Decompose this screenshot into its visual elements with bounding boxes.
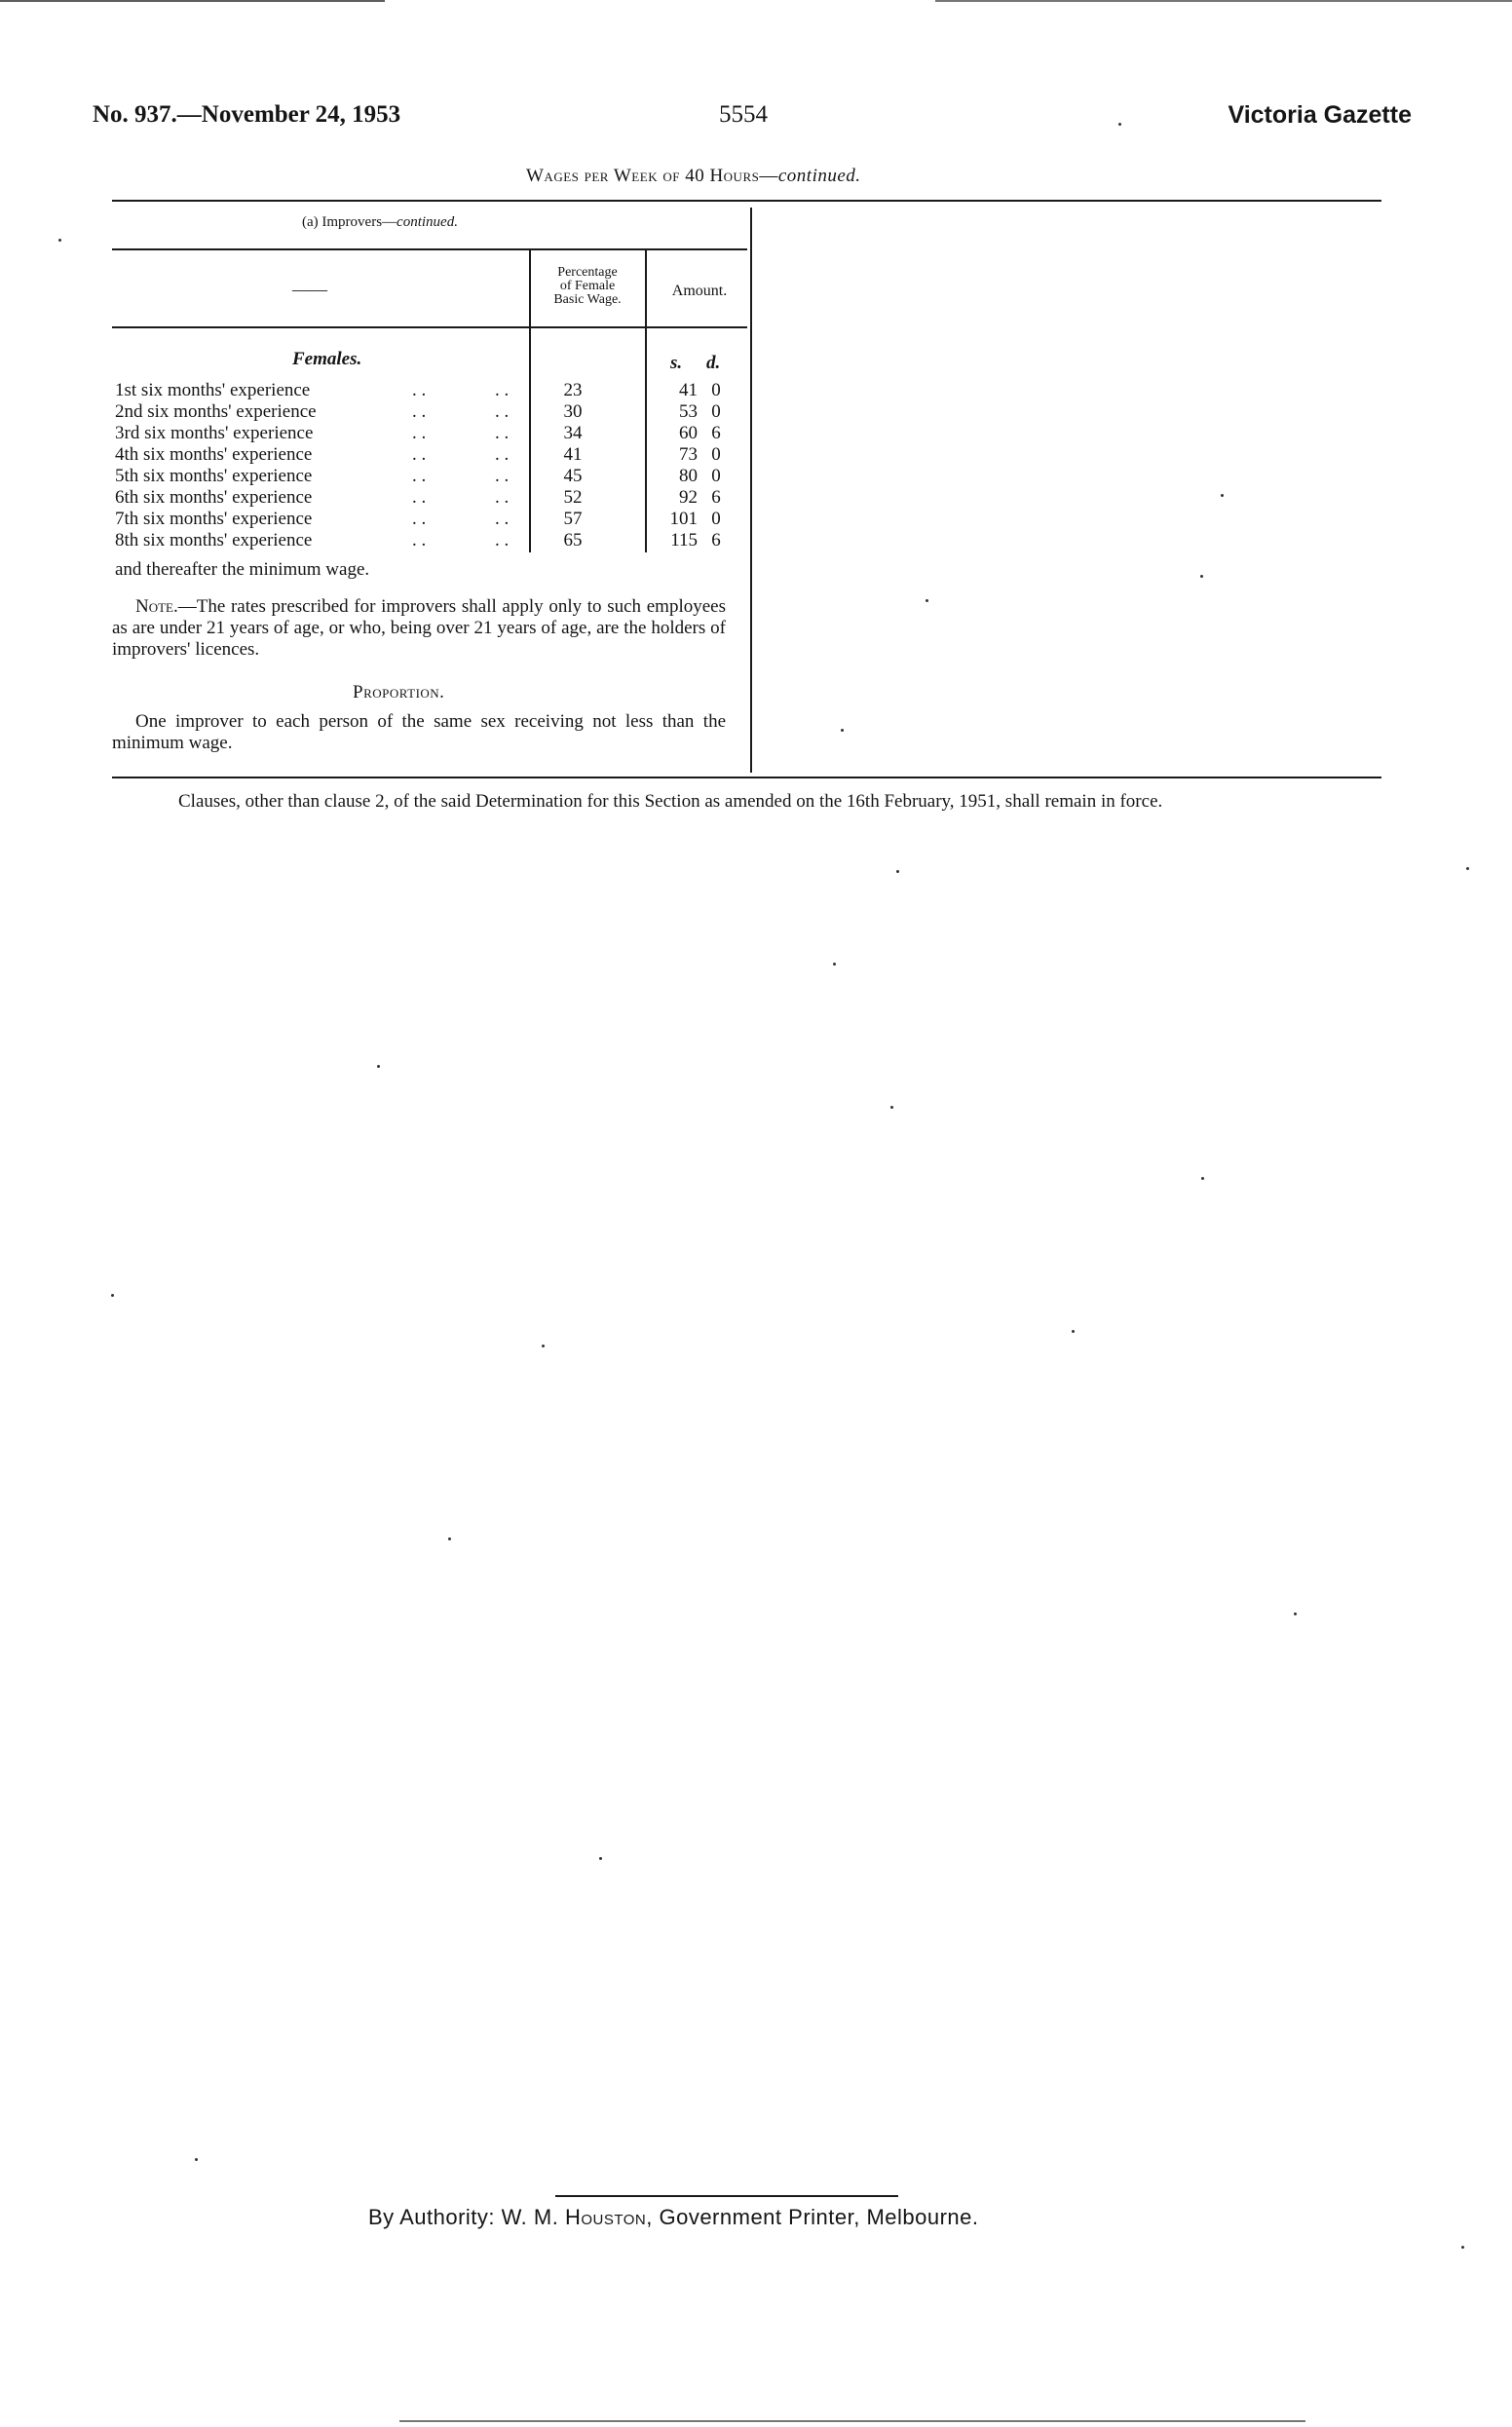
- speck: [896, 870, 899, 873]
- col-blank-header: ——: [292, 280, 327, 299]
- issue-date: No. 937.—November 24, 1953: [93, 101, 401, 128]
- table-row: 5th six months' experience . . . . 45 80 0: [115, 466, 721, 486]
- table-row: 1st six months' experience . . . . 23 41 0: [115, 380, 721, 400]
- speck: [890, 1106, 893, 1109]
- bottom-rule: [112, 777, 1381, 778]
- speck: [926, 599, 928, 602]
- speck: [1200, 575, 1203, 578]
- section-label-females: Females.: [292, 349, 362, 369]
- note-paragraph: [112, 596, 726, 661]
- speck: [58, 239, 61, 242]
- proportion-heading: Proportion.: [353, 682, 445, 702]
- table-caption: Wages per Week of 40 Hours—continued.: [526, 166, 861, 186]
- speck: [377, 1065, 380, 1068]
- table-row: 6th six months' experience . . . . 52 92 6: [115, 487, 721, 508]
- speck: [195, 2158, 198, 2161]
- bottom-edge-rule: [399, 2420, 1305, 2422]
- speck: [1461, 2246, 1464, 2249]
- speck: [833, 963, 836, 966]
- speck: [1118, 123, 1121, 126]
- table-row: 8th six months' experience . . . . 65 115 6: [115, 530, 721, 550]
- unit-shillings: s.: [670, 353, 683, 373]
- footer-rule: [555, 2195, 898, 2197]
- speck: [1072, 1330, 1075, 1333]
- note-text: —The rates prescribed for improvers shall apply only to such employees as are under 21 years of age, or who, being over 21 years of age, are the holders of improvers' licences.: [112, 596, 726, 660]
- thead-top-rule: [112, 248, 747, 250]
- table-body: [115, 380, 748, 555]
- clauses-paragraph: Clauses, other than clause 2, of the said Determination for this Section as amended on the 16th February, 1951, shall remain in force.: [178, 791, 1163, 812]
- speck: [448, 1537, 451, 1540]
- speck: [1221, 494, 1224, 497]
- top-edge-rule: [0, 0, 385, 2]
- speck: [111, 1294, 114, 1297]
- thereafter-line: and thereafter the minimum wage.: [115, 559, 370, 580]
- footer-authority: By Authority: W. M. Houston, Government Printer, Melbourne.: [368, 2205, 979, 2229]
- speck: [599, 1857, 602, 1860]
- unit-pence: d.: [706, 353, 721, 373]
- table-row: 3rd six months' experience . . . . 34 60 6: [115, 423, 721, 443]
- speck: [841, 729, 844, 732]
- table-row: 7th six months' experience . . . . 57 101 0: [115, 509, 721, 529]
- page-number: 5554: [719, 101, 768, 128]
- note-label: Note.: [135, 596, 178, 617]
- thead-bottom-rule: [112, 326, 747, 328]
- top-rule: [112, 200, 1381, 202]
- column-divider: [750, 208, 752, 773]
- top-edge-rule-right: [935, 0, 1512, 2]
- publication-title: Victoria Gazette: [1228, 101, 1412, 129]
- table-row: 4th six months' experience . . . . 41 73 0: [115, 444, 721, 465]
- col-amount-header: Amount.: [671, 283, 728, 299]
- col-pct-header: Percentage of Female Basic Wage.: [553, 265, 622, 307]
- speck: [1466, 867, 1469, 870]
- proportion-text: One improver to each person of the same sex receiving not less than the minimum wage.: [112, 711, 726, 753]
- speck: [1201, 1177, 1204, 1180]
- speck: [542, 1345, 545, 1347]
- speck: [1294, 1612, 1297, 1615]
- table-row: 2nd six months' experience . . . . 30 53 0: [115, 401, 721, 422]
- table-subcaption: (a) Improvers—continued.: [302, 214, 458, 230]
